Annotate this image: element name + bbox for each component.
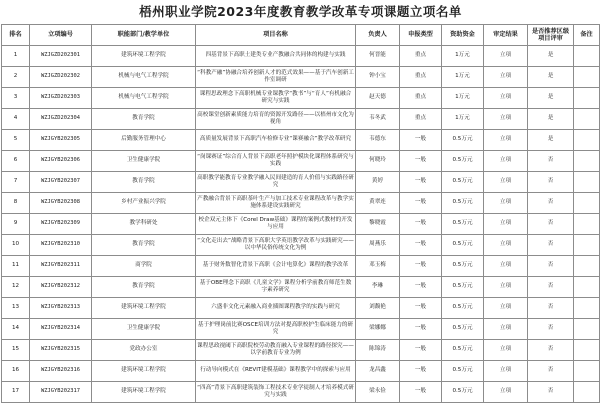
- cell-result: 立项: [484, 109, 528, 130]
- cell-type: 一般: [400, 193, 442, 214]
- cell-leader: 龙昌鑫: [356, 361, 400, 382]
- cell-dept: 建筑环境工程学院: [92, 361, 196, 382]
- cell-note: [574, 235, 600, 256]
- table-row: [2, 256, 600, 277]
- cell-dept: 乡村产业振兴学院: [92, 193, 196, 214]
- cell-result: 立项: [484, 214, 528, 235]
- cell-recommend: 否: [528, 361, 574, 382]
- cell-result: 立项: [484, 172, 528, 193]
- cell-name: 产教融合背景下高职茶叶生产与加工技术专业课程改革与教学实施体系建设实践研究: [196, 193, 356, 214]
- header-note: 备注: [574, 25, 600, 46]
- cell-recommend: 是: [528, 130, 574, 151]
- cell-result: 立项: [484, 277, 528, 298]
- cell-recommend: 是: [528, 46, 574, 67]
- cell-leader: 李琳: [356, 277, 400, 298]
- cell-note: [574, 382, 600, 403]
- cell-code: WZJGZD202303: [30, 88, 92, 109]
- cell-type: 一般: [400, 277, 442, 298]
- cell-dept: 建筑环境工程学院: [92, 298, 196, 319]
- cell-code: WZJGYB202308: [30, 193, 92, 214]
- cell-result: 立项: [484, 298, 528, 319]
- table-row: [2, 277, 600, 298]
- cell-recommend: 否: [528, 340, 574, 361]
- cell-type: 一般: [400, 340, 442, 361]
- cell-rank: 7: [2, 172, 30, 193]
- cell-fund: 0.5万元: [442, 256, 484, 277]
- cell-fund: 0.5万元: [442, 361, 484, 382]
- cell-code: WZJGYB202313: [30, 298, 92, 319]
- cell-note: [574, 298, 600, 319]
- cell-note: [574, 130, 600, 151]
- cell-note: [574, 109, 600, 130]
- cell-name: 基于财务数智化背景下高职《会计电算化》课程的教学改革: [196, 256, 356, 277]
- cell-type: 一般: [400, 256, 442, 277]
- cell-leader: 陈锦涛: [356, 340, 400, 361]
- table-row: [2, 151, 600, 172]
- header-type: 申报类型: [400, 25, 442, 46]
- cell-code: WZJGYB202316: [30, 361, 92, 382]
- cell-code: WZJGYB202315: [30, 340, 92, 361]
- cell-code: WZJGZD202304: [30, 109, 92, 130]
- cell-fund: 1万元: [442, 46, 484, 67]
- table-row: [2, 130, 600, 151]
- header-code: 立项编号: [30, 25, 92, 46]
- cell-type: 一般: [400, 151, 442, 172]
- cell-fund: 0.5万元: [442, 319, 484, 340]
- cell-code: WZJGYB202310: [30, 235, 92, 256]
- cell-leader: 黄婷: [356, 172, 400, 193]
- cell-code: WZJGYB202307: [30, 172, 92, 193]
- cell-rank: 11: [2, 256, 30, 277]
- cell-result: 立项: [484, 130, 528, 151]
- cell-name: “科教产融”协融合培养创新人才的范式效果——基于汽车创新工作室调研: [196, 67, 356, 88]
- header-row: [2, 25, 600, 46]
- cell-leader: 钟小宝: [356, 67, 400, 88]
- cell-leader: 刘馥艳: [356, 298, 400, 319]
- cell-type: 一般: [400, 298, 442, 319]
- header-rank: 排名: [2, 25, 30, 46]
- cell-code: WZJGYB202312: [30, 277, 92, 298]
- cell-dept: 教学科研处: [92, 214, 196, 235]
- cell-leader: 韦冬武: [356, 109, 400, 130]
- cell-dept: 党政办公室: [92, 340, 196, 361]
- cell-recommend: 否: [528, 172, 574, 193]
- cell-dept: 教育学院: [92, 235, 196, 256]
- table-row: [2, 67, 600, 88]
- cell-type: 一般: [400, 361, 442, 382]
- header-name: 项目名称: [196, 25, 356, 46]
- cell-leader: 韦德东: [356, 130, 400, 151]
- cell-leader: 梁永俭: [356, 382, 400, 403]
- cell-result: 立项: [484, 67, 528, 88]
- cell-rank: 15: [2, 340, 30, 361]
- cell-result: 立项: [484, 151, 528, 172]
- cell-recommend: 是: [528, 109, 574, 130]
- cell-fund: 0.5万元: [442, 151, 484, 172]
- cell-type: 一般: [400, 214, 442, 235]
- cell-name: 基于护理岗前比赛OSCE培训方法对提高职校护生临床能力的研究: [196, 319, 356, 340]
- cell-note: [574, 172, 600, 193]
- cell-rank: 2: [2, 67, 30, 88]
- cell-recommend: 否: [528, 256, 574, 277]
- project-table: [1, 24, 600, 403]
- cell-recommend: 否: [528, 193, 574, 214]
- table-row: [2, 88, 600, 109]
- cell-note: [574, 277, 600, 298]
- cell-fund: 0.5万元: [442, 277, 484, 298]
- cell-result: 立项: [484, 235, 528, 256]
- cell-recommend: 是: [528, 67, 574, 88]
- cell-rank: 14: [2, 319, 30, 340]
- table-row: [2, 109, 600, 130]
- cell-result: 立项: [484, 319, 528, 340]
- cell-leader: 邓玉梅: [356, 256, 400, 277]
- cell-dept: 机械与电气工程学院: [92, 88, 196, 109]
- table-row: [2, 319, 600, 340]
- cell-leader: 何晋能: [356, 46, 400, 67]
- cell-rank: 5: [2, 130, 30, 151]
- cell-name: 四基背景下高职土建类专业产教融合共同体的构建与实践: [196, 46, 356, 67]
- cell-dept: 教育学院: [92, 172, 196, 193]
- header-fund: 资助资金: [442, 25, 484, 46]
- table-row: [2, 340, 600, 361]
- cell-type: 重点: [400, 88, 442, 109]
- cell-result: 立项: [484, 46, 528, 67]
- cell-note: [574, 88, 600, 109]
- cell-fund: 0.5万元: [442, 340, 484, 361]
- cell-note: [574, 193, 600, 214]
- cell-name: “文化走出去”战略背景下高职大学英语教学改革与实践研究——以中华民俗传统文化为例: [196, 235, 356, 256]
- cell-rank: 4: [2, 109, 30, 130]
- cell-code: WZJGYB202309: [30, 214, 92, 235]
- header-result: 审定结果: [484, 25, 528, 46]
- cell-note: [574, 67, 600, 88]
- cell-fund: 0.5万元: [442, 193, 484, 214]
- table-row: [2, 361, 600, 382]
- cell-name: 课程思政视阈下高职院校劳动教育融入专业课程的路径探究——以学前教育专业为例: [196, 340, 356, 361]
- cell-dept: 后勤服务管理中心: [92, 130, 196, 151]
- cell-fund: 1万元: [442, 109, 484, 130]
- header-dept: 职能部门/教学单位: [92, 25, 196, 46]
- cell-recommend: 否: [528, 214, 574, 235]
- cell-name: 高质量发展背景下高职汽车检修专业“课赛融合”教学改革研究: [196, 130, 356, 151]
- cell-code: WZJGZD202301: [30, 46, 92, 67]
- table-row: [2, 214, 600, 235]
- cell-recommend: 否: [528, 382, 574, 403]
- cell-name: 行动导向模式在《REVIT建模基础》课程教学中的探索与应用: [196, 361, 356, 382]
- cell-fund: 0.5万元: [442, 130, 484, 151]
- cell-fund: 0.5万元: [442, 214, 484, 235]
- table-row: [2, 193, 600, 214]
- cell-code: WZJGYB202305: [30, 130, 92, 151]
- cell-result: 立项: [484, 256, 528, 277]
- cell-rank: 9: [2, 214, 30, 235]
- cell-fund: 1万元: [442, 88, 484, 109]
- cell-note: [574, 340, 600, 361]
- cell-rank: 10: [2, 235, 30, 256]
- cell-note: [574, 319, 600, 340]
- cell-recommend: 是: [528, 88, 574, 109]
- cell-rank: 3: [2, 88, 30, 109]
- header-recommend: 是否推荐区级项目评审: [528, 25, 574, 46]
- cell-recommend: 否: [528, 235, 574, 256]
- cell-note: [574, 151, 600, 172]
- cell-dept: 机械与电气工程学院: [92, 67, 196, 88]
- cell-note: [574, 46, 600, 67]
- cell-dept: 商学院: [92, 256, 196, 277]
- table-row: [2, 235, 600, 256]
- table-row: [2, 46, 600, 67]
- cell-fund: 0.5万元: [442, 172, 484, 193]
- cell-result: 立项: [484, 361, 528, 382]
- cell-recommend: 否: [528, 298, 574, 319]
- cell-name: “四高”背景下高职建筑装饰工程技术专业学徒制人才培养模式研究与实践: [196, 382, 356, 403]
- cell-leader: 赵天德: [356, 88, 400, 109]
- cell-note: [574, 256, 600, 277]
- cell-leader: 黎晓霞: [356, 214, 400, 235]
- cell-type: 重点: [400, 109, 442, 130]
- cell-type: 重点: [400, 46, 442, 67]
- cell-type: 一般: [400, 172, 442, 193]
- cell-dept: 卫生健康学院: [92, 151, 196, 172]
- cell-rank: 12: [2, 277, 30, 298]
- cell-recommend: 否: [528, 277, 574, 298]
- header-leader: 负责人: [356, 25, 400, 46]
- cell-name: 高校课堂创新素质能力培育的资源开发路径——以梧州市文化为视角: [196, 109, 356, 130]
- cell-note: [574, 214, 600, 235]
- cell-rank: 6: [2, 151, 30, 172]
- table-body: [2, 46, 600, 403]
- cell-fund: 0.5万元: [442, 298, 484, 319]
- cell-fund: 0.5万元: [442, 235, 484, 256]
- cell-result: 立项: [484, 193, 528, 214]
- cell-recommend: 否: [528, 319, 574, 340]
- table-row: [2, 298, 600, 319]
- cell-rank: 17: [2, 382, 30, 403]
- cell-rank: 13: [2, 298, 30, 319]
- cell-result: 立项: [484, 340, 528, 361]
- page-title: 梧州职业学院2023年度教育教学改革专项课题立项名单: [139, 4, 462, 19]
- cell-fund: 0.5万元: [442, 382, 484, 403]
- table-row: [2, 172, 600, 193]
- cell-type: 一般: [400, 382, 442, 403]
- cell-code: WZJGYB202311: [30, 256, 92, 277]
- cell-type: 重点: [400, 67, 442, 88]
- cell-type: 一般: [400, 130, 442, 151]
- cell-name: “岗课赛证”综合育人背景下高职老年照护模块化课程体系研究与实践: [196, 151, 356, 172]
- cell-fund: 1万元: [442, 67, 484, 88]
- cell-leader: 黄翠连: [356, 193, 400, 214]
- cell-code: WZJGZD202302: [30, 67, 92, 88]
- cell-leader: 周燕乐: [356, 235, 400, 256]
- table-row: [2, 382, 600, 403]
- cell-code: WZJGYB202317: [30, 382, 92, 403]
- cell-dept: 教育学院: [92, 277, 196, 298]
- cell-name: 六盛非文化元素融入商业插图课程教学的实践与研究: [196, 298, 356, 319]
- cell-code: WZJGYB202306: [30, 151, 92, 172]
- cell-type: 一般: [400, 235, 442, 256]
- cell-code: WZJGYB202314: [30, 319, 92, 340]
- cell-recommend: 否: [528, 151, 574, 172]
- cell-name: 课程思政理念下高职机械专业课教学“教书”与“育人”有机融合研究与实践: [196, 88, 356, 109]
- cell-result: 立项: [484, 88, 528, 109]
- cell-rank: 8: [2, 193, 30, 214]
- cell-dept: 卫生健康学院: [92, 319, 196, 340]
- cell-result: 立项: [484, 382, 528, 403]
- cell-note: [574, 361, 600, 382]
- cell-dept: 建筑环境工程学院: [92, 46, 196, 67]
- cell-dept: 教育学院: [92, 109, 196, 130]
- cell-leader: 何晓玲: [356, 151, 400, 172]
- cell-name: 校企双元主体下《Corel Draw基础》课程的案例式教材的开发与应用: [196, 214, 356, 235]
- cell-type: 一般: [400, 319, 442, 340]
- cell-leader: 梁娜娜: [356, 319, 400, 340]
- cell-name: 基于OBE理念下高职《儿童文学》课程分析学前教育师范生数字素养研究: [196, 277, 356, 298]
- cell-rank: 16: [2, 361, 30, 382]
- cell-dept: 建筑环境工程学院: [92, 382, 196, 403]
- cell-name: 高职教学能教育专业教学融入民间建造的育人价值与实践路径研究: [196, 172, 356, 193]
- cell-rank: 1: [2, 46, 30, 67]
